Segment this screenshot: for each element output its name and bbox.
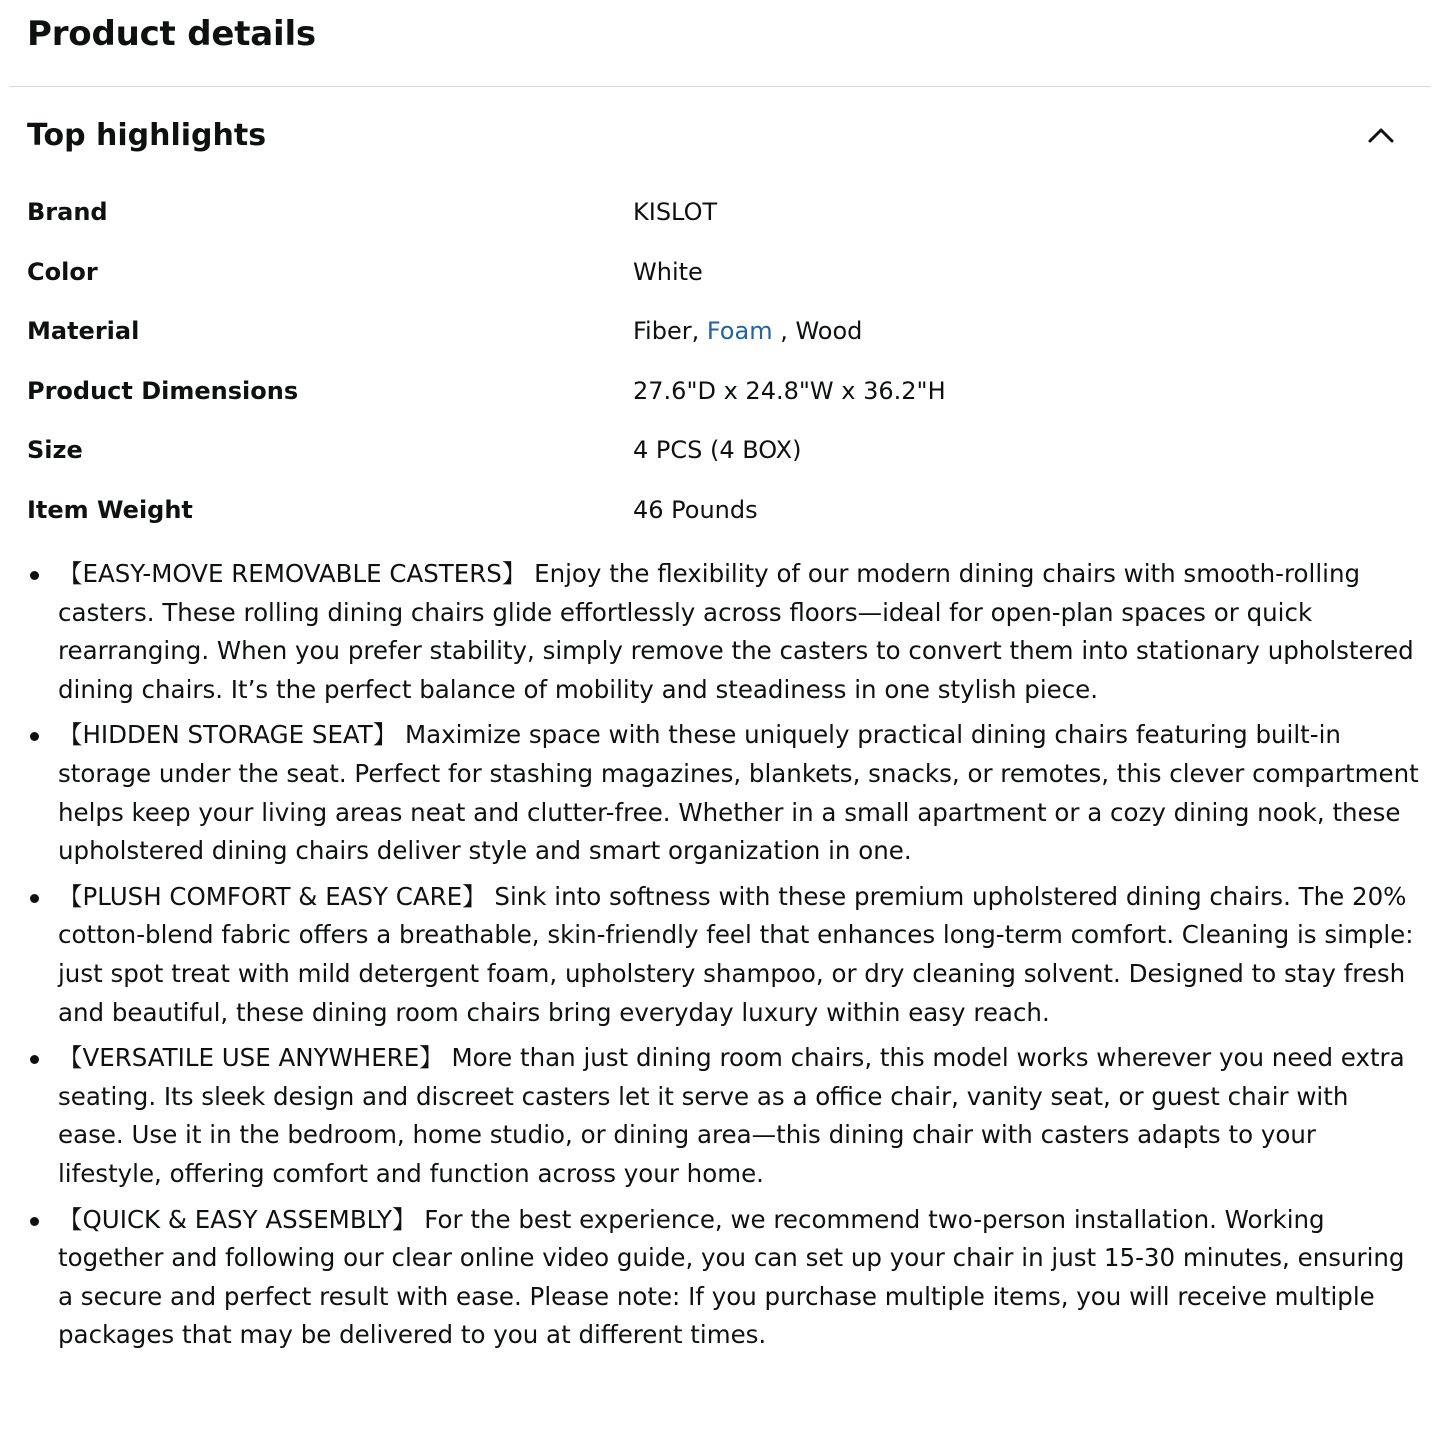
feature-bullet-text: 【VERSATILE USE ANYWHERE】 More than just dining room chairs, this model works wherever you need extra seating. Its sleek design and discreet casters let it serve as a office chair, vanity seat, or guest chair with ease. Use it in the bedroom, home studio, or dining area—this dining chair with casters adapts to your lifestyle, offering comfort and function across your home. [58,1043,1405,1188]
section-title: Top highlights [27,118,267,153]
feature-bullet-text: 【QUICK & EASY ASSEMBLY】 For the best experience, we recommend two-person installation. Working together and following our clear online video guide, you can set up your chair in just 15-30 minutes, ensuring a secure and perfect result with ease. Please note: If you purchase multiple items, you will receive multiple packages that may be delivered to you at different times. [58,1204,1405,1350]
spec-row-color [27,243,946,303]
bullet-dot-icon [30,1217,39,1226]
spec-value: 27.6"D x 24.8"W x 36.2"H [633,376,946,405]
spec-value-material [633,302,946,362]
feature-bullet-text: 【EASY-MOVE REMOVABLE CASTERS】 Enjoy the flexibility of our modern dining chairs with smooth-rolling casters. These rolling dining chairs glide effortlessly across floors—ideal for open-plan spaces or quick rearranging. When you prefer stability, simply remove the casters to convert them into stationary upholstered dining chairs. It’s the perfect balance of mobility and steadiness in one stylish piece. [58,559,1414,704]
feature-bullet-list [58,555,1420,1362]
spec-value: White [633,257,703,286]
bullet-dot-icon [30,732,39,741]
feature-bullet-text: 【HIDDEN STORAGE SEAT】 Maximize space with these uniquely practical dining chairs featuring built-in storage under the seat. Perfect for stashing magazines, blankets, snacks, or remotes, this clever compartment helps keep your living areas neat and clutter-free. Whether in a small apartment or a cozy dining nook, these upholstered dining chairs deliver style and smart organization in one. [58,720,1419,866]
spec-label: Size [27,436,83,465]
spec-row-weight [27,481,946,541]
header-divider [9,86,1431,87]
page-title: Product details [27,14,316,54]
spec-value: 46 Pounds [633,495,758,524]
feature-bullet [58,716,1420,870]
feature-bullet [58,878,1420,1032]
collapse-toggle-button[interactable] [1364,118,1398,152]
feature-bullet [58,555,1420,709]
spec-value: 4 PCS (4 BOX) [633,436,802,465]
bullet-dot-icon [30,894,39,903]
feature-bullet [58,1201,1420,1355]
top-highlights-header[interactable] [27,110,1413,162]
spec-label: Color [27,257,98,286]
chevron-up-icon [1364,118,1398,152]
spec-row-dimensions [27,362,946,422]
bullet-dot-icon [30,571,39,580]
feature-bullet [58,1039,1420,1193]
spec-label: Material [27,317,140,346]
feature-bullet-text: 【PLUSH COMFORT & EASY CARE】 Sink into softness with these premium upholstered dining chairs. The 20% cotton-blend fabric offers a breathable, skin-friendly feel that enhances long-term comfort. Cleaning is simple: just spot treat with mild detergent foam, upholstery shampoo, or dry cleaning solvent. Designed to stay fresh and beautiful, these dining room chairs bring everyday luxury within easy reach. [58,881,1414,1027]
spec-label: Brand [27,198,108,226]
material-fiber: Fiber, [633,317,707,346]
material-wood: , Wood [772,317,863,346]
spec-row-brand [27,183,946,243]
material-foam-link[interactable]: Foam [706,317,773,346]
spec-row-material [27,302,946,362]
spec-value: KISLOT [633,198,718,226]
spec-label: Product Dimensions [27,376,299,405]
spec-table [27,183,946,541]
spec-label: Item Weight [27,495,193,524]
bullet-dot-icon [30,1055,39,1064]
spec-row-size [27,421,946,481]
